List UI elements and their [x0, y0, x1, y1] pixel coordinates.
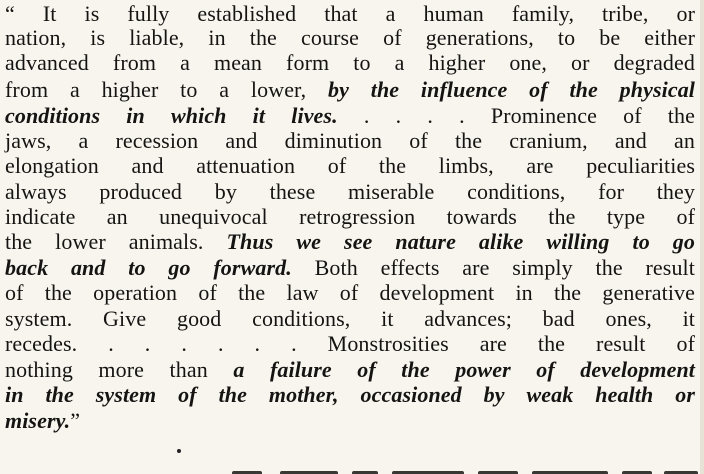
italic-text: by the influence of the physical — [328, 77, 696, 102]
ink-speck — [177, 449, 181, 453]
text-segment: . . . . Prominence of the — [337, 103, 695, 128]
text-line — [5, 2, 695, 26]
text-line — [5, 205, 695, 229]
next-line-fragment — [0, 470, 704, 474]
text-line — [5, 358, 695, 382]
text-segment: from a higher to a lower, — [5, 77, 328, 102]
text-line — [5, 154, 695, 178]
text-line — [5, 51, 695, 75]
italic-text: misery. — [5, 408, 71, 433]
text-line — [5, 281, 695, 305]
text-segment: elongation and attenuation of the limbs, are peculiarities — [5, 153, 695, 178]
text-line — [5, 230, 695, 254]
text-segment: nation, is liable, in the course of generations, to be either — [5, 25, 695, 50]
text-segment: system. Give good conditions, it advances; bad ones, it — [5, 306, 695, 331]
text-segment: of the operation of the law of development in the generative — [5, 280, 695, 305]
text-segment: indicate an unequivocal retrogression towards the type of — [5, 204, 695, 229]
text-segment: always produced by these miserable conditions, for they — [5, 179, 695, 204]
text-line — [5, 256, 695, 280]
text-line — [5, 383, 695, 407]
text-segment: recedes. . . . . . . Monstrosities are the result of — [5, 331, 695, 356]
text-segment: jaws, a recession and diminution of the cranium, and an — [5, 128, 695, 153]
text-segment: ” — [70, 408, 81, 433]
italic-text: back and to go forward. — [5, 255, 292, 280]
page-edge — [700, 0, 704, 474]
text-segment: the lower animals. — [5, 229, 227, 254]
text-segment: nothing more than — [5, 357, 234, 382]
italic-text: conditions in which it lives. — [5, 103, 338, 128]
text-line — [5, 78, 695, 102]
text-segment: “ It is fully established that a human family, tribe, or — [5, 1, 695, 26]
text-line — [5, 104, 695, 128]
italic-text: Thus we see nature alike willing to go — [226, 229, 696, 254]
text-segment: Both effects are simply the result — [291, 255, 695, 280]
text-line — [5, 180, 695, 204]
text-line — [5, 332, 695, 356]
text-line — [5, 409, 695, 433]
text-line — [5, 307, 695, 331]
italic-text: a failure of the power of development — [233, 357, 695, 382]
text-line — [5, 26, 695, 50]
text-line — [5, 129, 695, 153]
text-segment: advanced from a mean form to a higher one, or degraded — [5, 50, 695, 75]
italic-text: in the system of the mother, occasioned by weak health or — [5, 382, 695, 407]
